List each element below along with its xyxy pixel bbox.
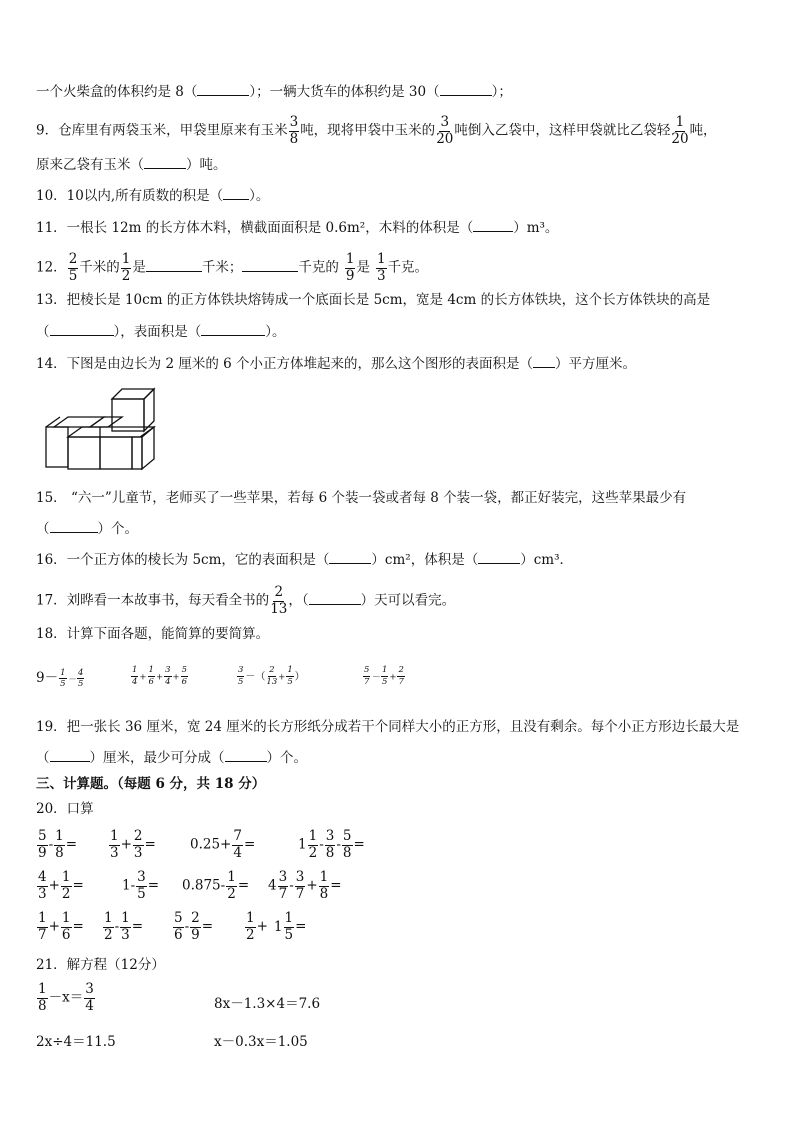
fraction: $\frac{3}{20}$	[436, 114, 454, 147]
q20-r2-item4: 4 $\frac{3}{7}$ - $\frac{3}{7}$ + $\frac{1}{8}$ =	[268, 869, 342, 902]
answer-blank[interactable]	[242, 259, 298, 272]
q18-expr-4: $\frac{5}{7}$ － $\frac{1}{5}$ + $\frac{2}{7}$	[364, 665, 404, 687]
q20-title: 20．口算	[36, 801, 94, 817]
cube-stack-figure	[42, 385, 162, 477]
answer-blank[interactable]	[225, 749, 267, 762]
answer-blank[interactable]	[440, 83, 492, 96]
q21-eq1: $\frac{1}{8}$ －x＝ $\frac{3}{4}$	[38, 981, 94, 1014]
answer-blank[interactable]	[473, 219, 513, 232]
q20-r1-item2: $\frac{1}{3}$ + $\frac{2}{3}$ =	[110, 828, 156, 861]
q20-r3-item4: $\frac{1}{2}$ + 1 $\frac{1}{5}$ =	[246, 910, 307, 943]
q20-r1-item1: $\frac{5}{9}$ - $\frac{1}{8}$ =	[38, 828, 78, 861]
q17-line: 17．刘晔看一本故事书，每天看全书的 $\frac{2}{13}$ ，（ ）天可以看完。	[36, 584, 456, 617]
fraction: $\frac{1}{2}$	[121, 251, 131, 284]
q21-eq3: 2x÷4＝11.5	[36, 1034, 116, 1050]
answer-blank[interactable]	[329, 551, 371, 564]
answer-blank[interactable]	[309, 592, 361, 605]
q20-r1-item4: 1 $\frac{1}{2}$ - $\frac{3}{8}$ - $\frac{5}{8}$ =	[298, 828, 365, 861]
q19-line2: （ ）厘米，最少可分成（ ）个。	[36, 750, 307, 766]
answer-blank[interactable]	[223, 187, 249, 200]
q14-line: 14．下图是由边长为 2 厘米的 6 个小正方体堆起来的，那么这个图形的表面积是（ ）平方厘米。	[36, 356, 637, 372]
answer-blank[interactable]	[533, 355, 555, 368]
q13-line1: 13．把棱长是 10cm 的正方体铁块熔铸成一个底面长是 5cm，宽是 4cm 的长方体铁块，这个长方体铁块的高是	[36, 292, 711, 308]
fraction: $\frac{2}{13}$	[270, 584, 288, 617]
answer-blank[interactable]	[144, 156, 186, 169]
q18-title: 18．计算下面各题，能简算的要简算。	[36, 626, 270, 642]
q21-eq4: x－0.3x＝1.05	[214, 1034, 308, 1050]
q11-line: 11．一根长 12m 的长方体木料，横截面面积是 0.6m²，木料的体积是（ ）m³。	[36, 220, 559, 236]
q15-line1: 15． “六一”儿童节，老师买了一些苹果，若每 6 个装一袋或者每 8 个装一袋，都正好装完，这些苹果最少有	[36, 490, 687, 506]
q20-r3-item3: $\frac{5}{6}$ - $\frac{2}{9}$ =	[174, 910, 214, 943]
q18-expr-2: $\frac{1}{4}$ + $\frac{1}{6}$ + $\frac{3}{4}$ + $\frac{5}{6}$	[132, 665, 188, 687]
q20-r3-item2: $\frac{1}{2}$ - $\frac{1}{3}$ =	[104, 910, 144, 943]
q18-expr-1: 9－ $\frac{1}{5}$ － $\frac{4}{5}$	[36, 667, 84, 689]
q20-r2-item1: $\frac{4}{3}$ + $\frac{1}{2}$ =	[38, 869, 84, 902]
fraction: $\frac{1}{9}$	[345, 251, 355, 284]
q13-line2: （ ），表面积是（ ）。	[36, 324, 286, 340]
answer-blank[interactable]	[50, 749, 90, 762]
q20-r1-item3: 0.25+ $\frac{7}{4}$ =	[190, 828, 256, 861]
section-heading: 三、计算题。（每题 6 分，共 18 分）	[36, 776, 266, 792]
q20-r2-item3: 0.875- $\frac{1}{2}$ =	[182, 869, 250, 902]
answer-blank[interactable]	[197, 83, 249, 96]
answer-blank[interactable]	[478, 551, 520, 564]
q12-line: 12． $\frac{2}{5}$ 千米的 $\frac{1}{2}$ 是 千米； 千克的 $\frac{1}{9}$ 是 $\frac{1}{3}$ 千克。	[36, 251, 429, 284]
fraction: $\frac{1}{20}$	[671, 114, 689, 147]
q16-line: 16．一个正方体的棱长为 5cm，它的表面积是（ ）cm²，体积是（ ）cm³．	[36, 552, 573, 568]
q21-title: 21．解方程（12分）	[36, 957, 165, 973]
q9-line2: 原来乙袋有玉米（ ）吨。	[36, 157, 227, 173]
q18-expr-3: $\frac{3}{5}$ －（ $\frac{2}{13}$ + $\frac{1}{5}$ ）	[238, 665, 305, 687]
q8-line: 一个火柴盒的体积约是 8（ ）；一辆大货车的体积约是 30（ ）；	[36, 84, 512, 100]
fraction: $\frac{1}{3}$	[376, 251, 386, 284]
fraction: $\frac{3}{8}$	[289, 114, 299, 147]
q19-line1: 19．把一张长 36 厘米，宽 24 厘米的长方形纸分成若干个同样大小的正方形，且没有剩余。每个小正方形边长最大是	[36, 719, 740, 735]
q20-r3-item1: $\frac{1}{7}$ + $\frac{1}{6}$ =	[38, 910, 84, 943]
answer-blank[interactable]	[50, 323, 114, 336]
answer-blank[interactable]	[201, 323, 265, 336]
q21-eq2: 8x－1.3×4＝7.6	[214, 996, 321, 1012]
q15-line2: （ ）个。	[36, 521, 138, 537]
q9-line1: 9．仓库里有两袋玉米，甲袋里原来有玉米 $\frac{3}{8}$ 吨，现将甲袋中玉米的 $\frac{3}{20}$ 吨倒入乙袋中，这样甲袋就比乙袋轻 $\frac{1}{20}$ 吨，	[36, 114, 717, 147]
q10-line: 10．10以内,所有质数的积是（ ）。	[36, 188, 270, 204]
answer-blank[interactable]	[146, 259, 202, 272]
fraction: $\frac{2}{5}$	[68, 251, 78, 284]
answer-blank[interactable]	[50, 520, 98, 533]
q20-r2-item2: 1- $\frac{3}{5}$ =	[122, 869, 160, 902]
